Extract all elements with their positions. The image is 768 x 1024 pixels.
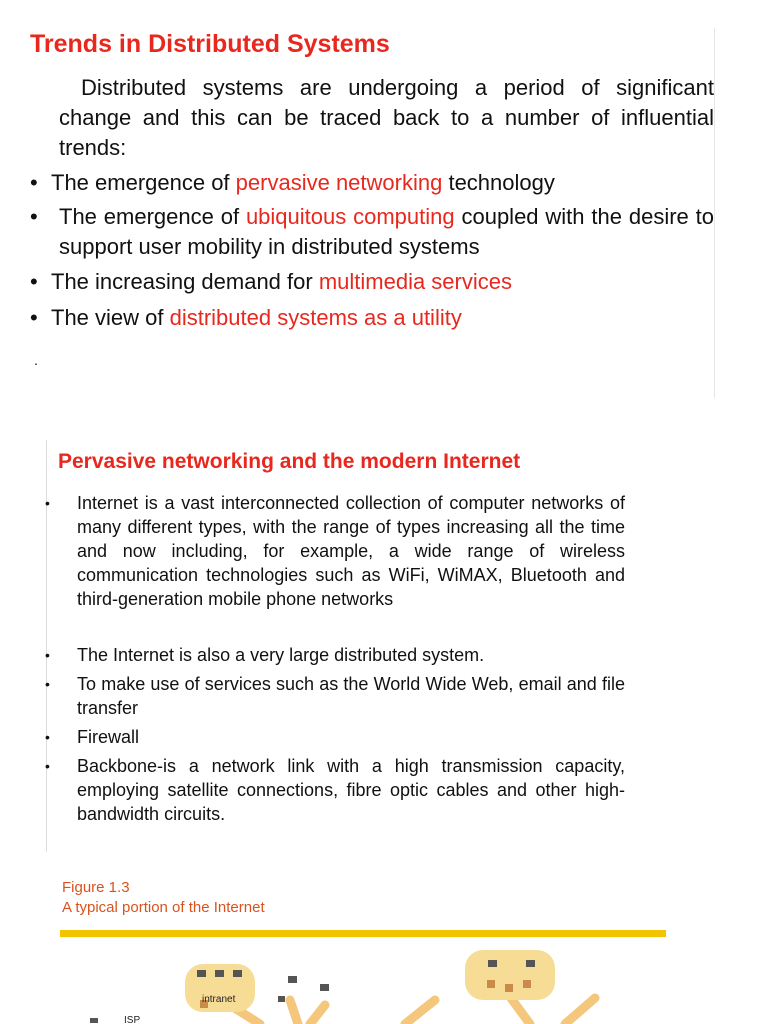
bullet-text: The increasing demand for [51, 269, 319, 294]
bullet-mark: • [45, 495, 50, 511]
bullet-mark: • [45, 676, 50, 692]
bullet-text: To make use of services such as the World Wide Web, email and file transfer [77, 674, 625, 718]
network-link [565, 998, 595, 1024]
stray-mark: . [34, 352, 38, 368]
bullet-mark: • [30, 269, 38, 294]
bullet-text: The emergence of [59, 204, 246, 229]
intro-paragraph [59, 73, 714, 163]
figure-caption: A typical portion of the Internet [62, 899, 265, 916]
isp-label: ISP [124, 1015, 141, 1024]
figure-number: Figure 1.3 [62, 879, 130, 896]
slide-trends [0, 0, 768, 400]
network-link [405, 1000, 435, 1024]
network-bullet [45, 754, 625, 826]
slide-title: Trends in Distributed Systems [30, 30, 390, 58]
trend-bullet [30, 267, 670, 297]
bullet-highlight: distributed systems as a utility [169, 305, 462, 330]
bullet-highlight: pervasive networking [235, 170, 443, 195]
bullet-text: The Internet is also a very large distributed system. [77, 645, 485, 665]
bullet-highlight: ubiquitous computing [245, 204, 455, 229]
trend-bullet [30, 202, 714, 262]
server-icon [523, 980, 531, 988]
bullet-text: Internet is a vast interconnected collection of computer networks of many different types, with the range of types increasing all the time and now including, for example, a wide range of wireless communication technologies such as WiFi, WiMAX, Bluetooth and third-generation mobile phone networks [77, 493, 625, 609]
slide-border [714, 28, 715, 398]
bullet-highlight: multimedia services [318, 269, 512, 294]
slide-title: Pervasive networking and the modern Internet [58, 450, 521, 473]
intranet-node [465, 950, 555, 1000]
computer-icon [215, 970, 224, 977]
bullet-text: Firewall [77, 727, 140, 747]
server-icon [505, 984, 513, 992]
network-bullet [45, 672, 625, 720]
computer-icon [288, 976, 297, 983]
figure-divider [60, 930, 666, 937]
bullet-text: technology [442, 170, 555, 195]
bullet-mark: • [30, 204, 38, 229]
network-link [310, 1005, 325, 1024]
intro-text: Distributed systems are undergoing a period of significant change and this can be traced back to a number of influential trends: [59, 75, 714, 160]
trend-bullet [30, 303, 670, 333]
internet-diagram [60, 940, 720, 1024]
bullet-mark: • [45, 758, 50, 774]
computer-icon [320, 984, 329, 991]
bullet-mark: • [30, 305, 38, 330]
bullet-mark: • [45, 647, 50, 663]
bullet-text: The view of [51, 305, 170, 330]
network-bullet [45, 643, 625, 667]
bullet-text: coupled with the desire to support user mobility in distributed systems [59, 204, 714, 259]
network-link [290, 1000, 298, 1024]
trend-bullet [30, 168, 670, 198]
bullet-text: The emergence of [51, 170, 236, 195]
network-bullet [45, 491, 625, 611]
computer-icon [278, 996, 285, 1002]
computer-icon [90, 1018, 98, 1023]
bullet-mark: • [45, 729, 50, 745]
server-icon [487, 980, 495, 988]
computer-icon [197, 970, 206, 977]
bullet-text: Backbone-is a network link with a high transmission capacity, employing satellite connections, fibre optic cables and other high-bandwidth circuits. [77, 756, 625, 824]
network-bullet [45, 725, 625, 749]
bullet-mark: • [30, 170, 38, 195]
computer-icon [233, 970, 242, 977]
computer-icon [488, 960, 497, 967]
computer-icon [526, 960, 535, 967]
intranet-label: intranet [202, 994, 236, 1005]
